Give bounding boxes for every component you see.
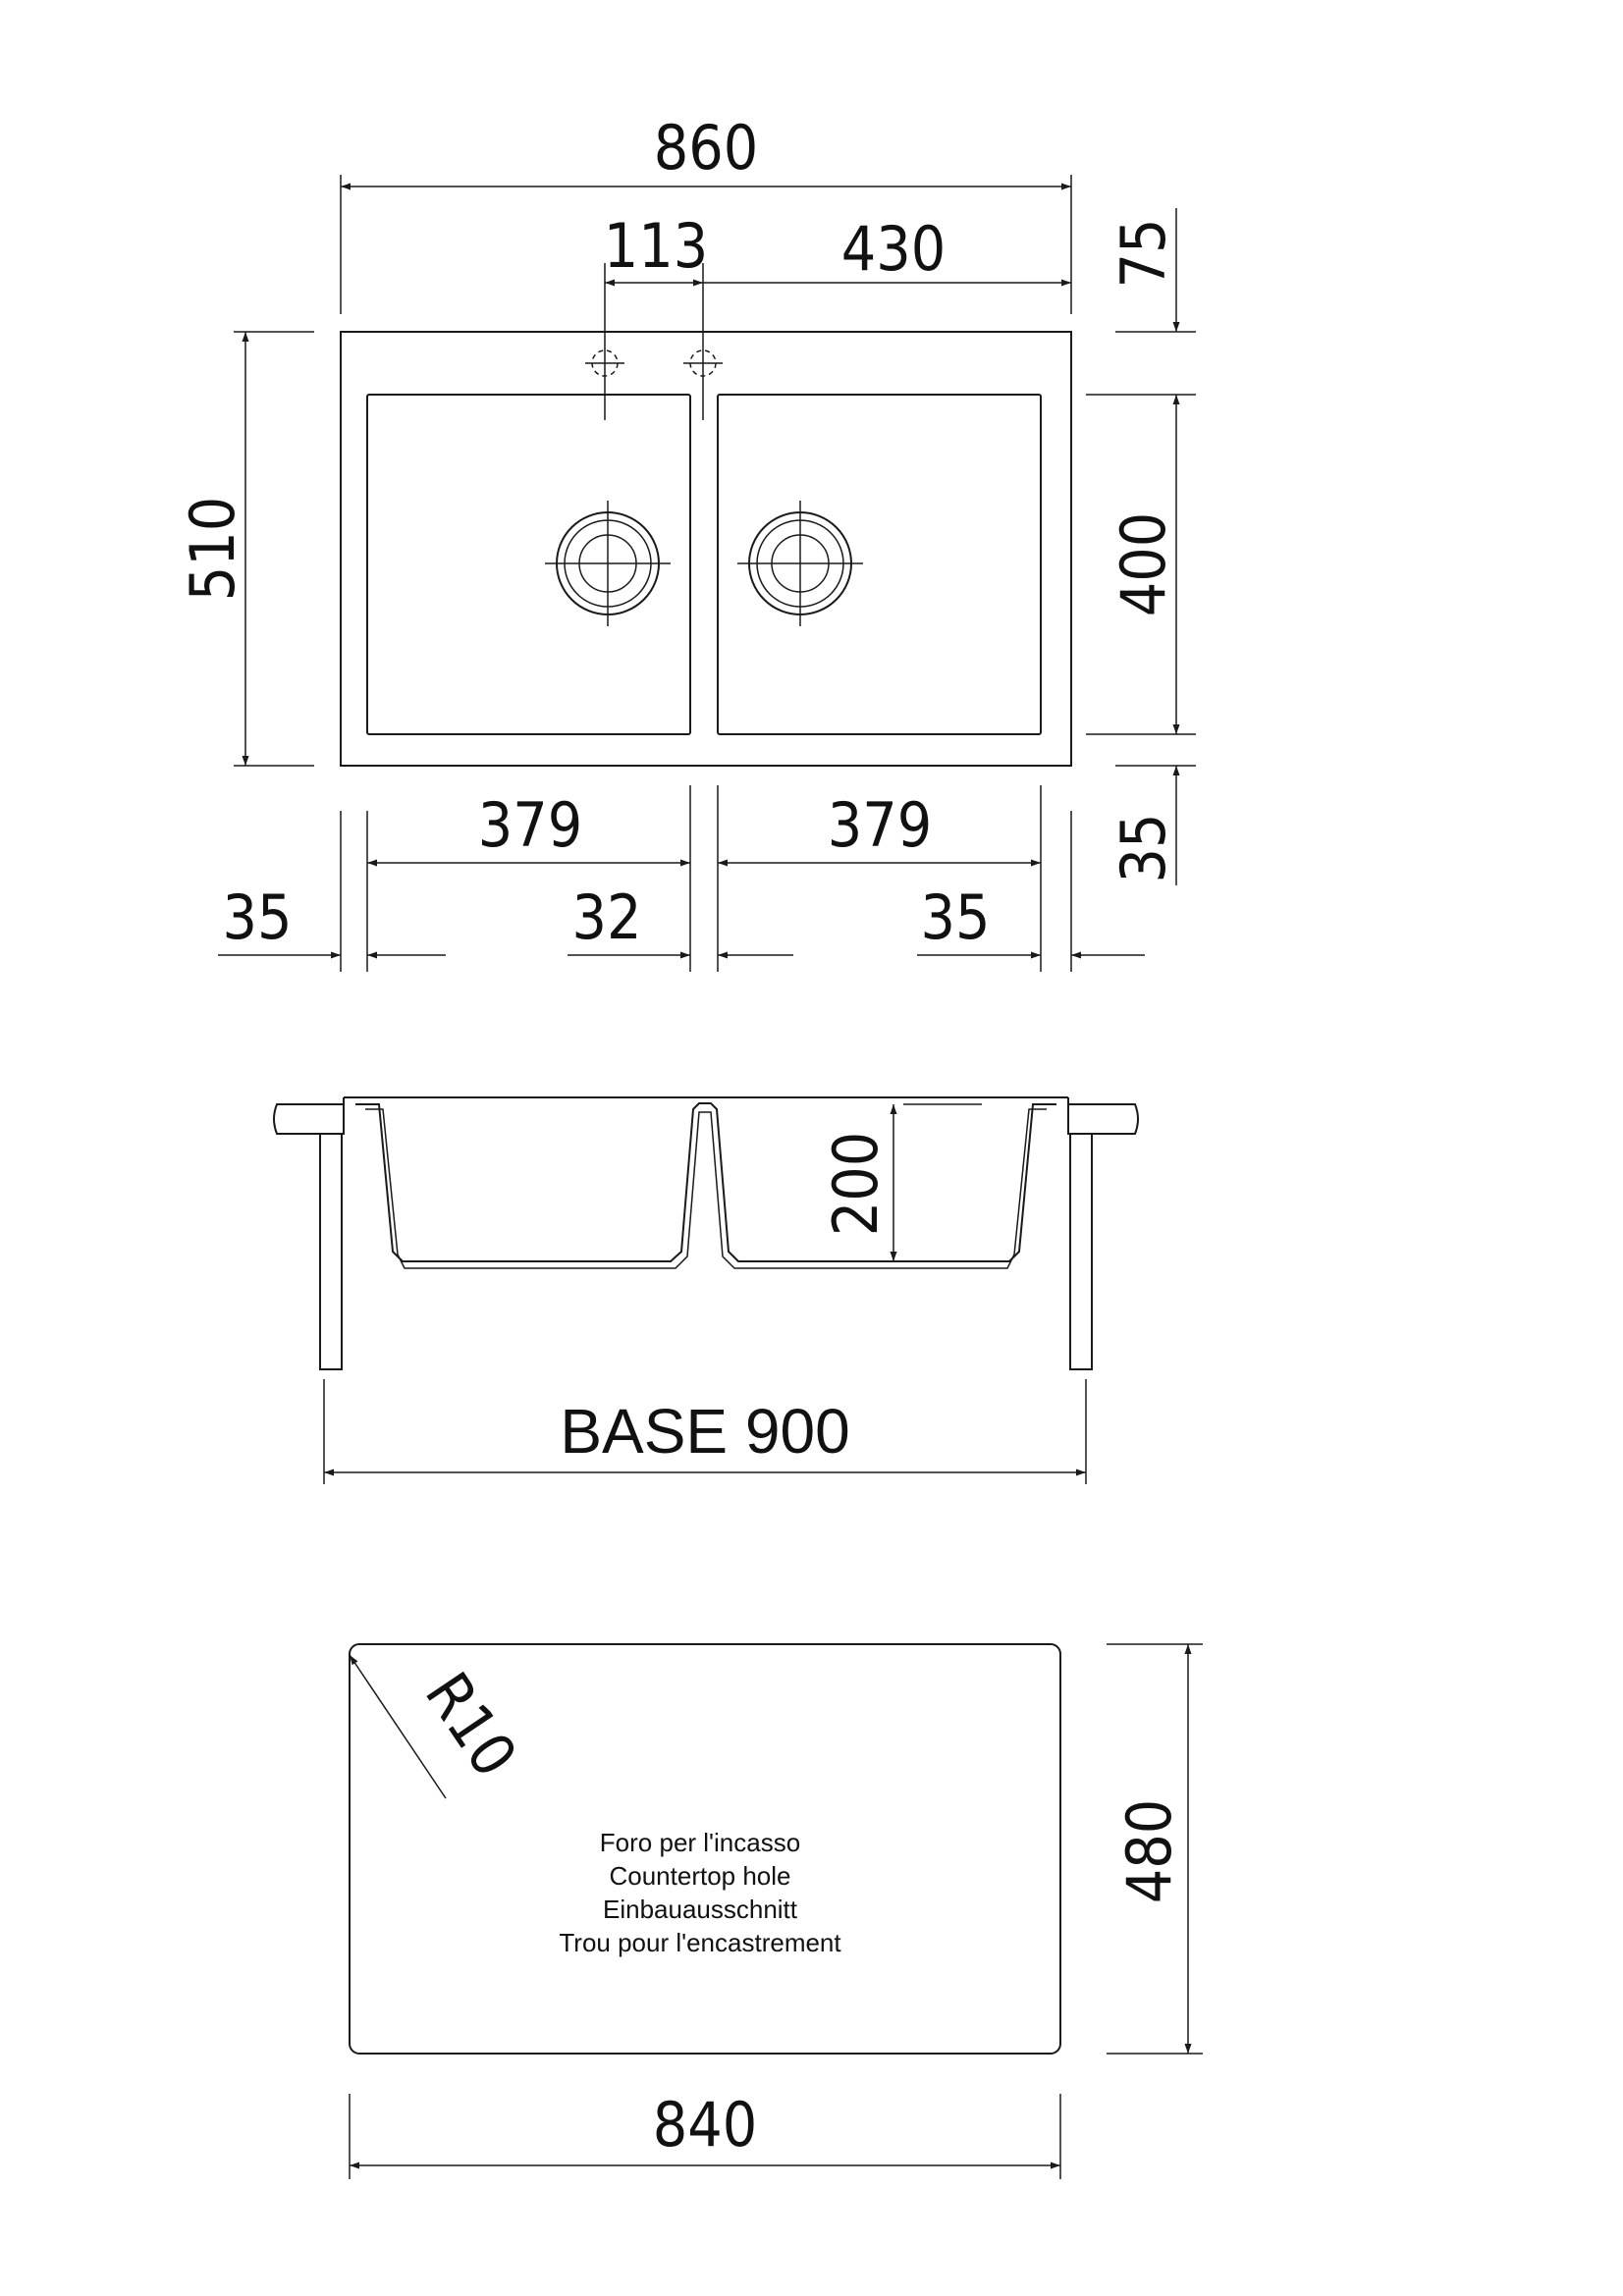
sink-outline: [341, 332, 1071, 766]
left-bowl: [367, 395, 690, 734]
dim-base-width: BASE 900: [560, 1396, 850, 1467]
dim-bowl-depth: 400: [1108, 511, 1179, 617]
note-en: Countertop hole: [609, 1861, 791, 1891]
drain-left-icon: [545, 501, 671, 626]
dim-center-divider: 32: [571, 881, 642, 953]
top-view: [177, 112, 1196, 972]
cutout-view: [350, 1644, 1203, 2179]
note-de: Einbauausschnitt: [602, 1895, 798, 1924]
drain-right-icon: [737, 501, 863, 626]
dim-cutout-width: 840: [652, 2089, 758, 2161]
note-it: Foro per l'incasso: [599, 1828, 801, 1857]
dim-tap-offset: 113: [603, 210, 709, 282]
dim-corner-radius: R10: [410, 1660, 531, 1789]
bowl-profile: [355, 1103, 1056, 1261]
dim-top-margin: 75: [1108, 218, 1179, 289]
dim-bowl-right-width: 379: [827, 789, 933, 861]
dim-bowl-left-width: 379: [477, 789, 583, 861]
dim-bottom-margin: 35: [1108, 813, 1179, 883]
dim-bowl-height: 200: [820, 1131, 892, 1237]
dim-cutout-height: 480: [1113, 1798, 1185, 1904]
dim-overall-depth: 510: [177, 496, 248, 602]
dim-half-width: 430: [840, 213, 947, 285]
note-fr: Trou pour l'encastrement: [559, 1928, 841, 1957]
right-bowl: [718, 395, 1041, 734]
dim-left-rim: 35: [222, 881, 293, 953]
side-view: [274, 1097, 1138, 1484]
dim-overall-width: 860: [653, 112, 759, 184]
dim-right-rim: 35: [920, 881, 991, 953]
